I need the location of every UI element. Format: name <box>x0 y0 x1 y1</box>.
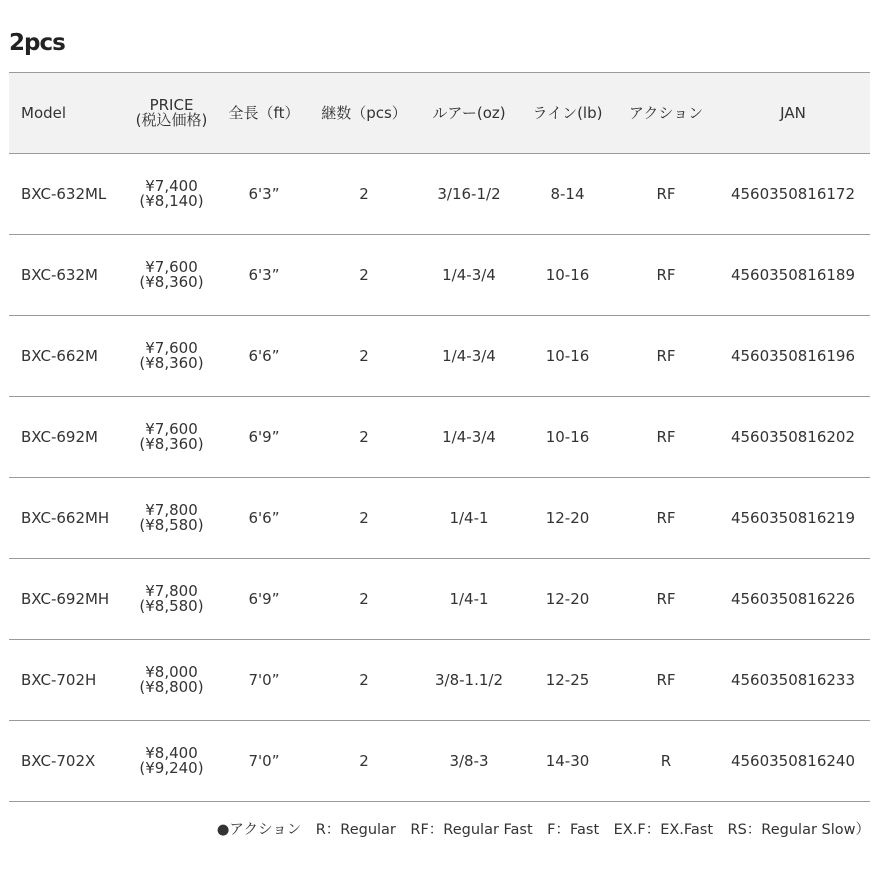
cell-action: RF <box>616 640 716 721</box>
cell-price-value: ¥7,600 <box>145 420 198 438</box>
cell-model: BXC-702X <box>9 721 124 802</box>
table-row <box>9 640 870 721</box>
cell-pieces: 2 <box>309 154 419 235</box>
cell-price-tax: (¥8,360) <box>139 435 204 453</box>
cell-jan: 4560350816202 <box>716 397 870 478</box>
cell-action: RF <box>616 559 716 640</box>
cell-price-tax: (¥8,800) <box>139 678 204 696</box>
cell-line: 10-16 <box>519 235 616 316</box>
cell-model: BXC-632ML <box>9 154 124 235</box>
cell-price-value: ¥7,600 <box>145 258 198 276</box>
cell-price-tax: (¥8,580) <box>139 516 204 534</box>
page-title: 2pcs <box>9 30 65 56</box>
column-header-lure: ルアー(oz) <box>419 73 519 154</box>
cell-length: 6'6” <box>219 478 309 559</box>
cell-pieces: 2 <box>309 235 419 316</box>
cell-action: RF <box>616 397 716 478</box>
cell-jan: 4560350816196 <box>716 316 870 397</box>
cell-jan: 4560350816240 <box>716 721 870 802</box>
cell-price <box>124 559 219 640</box>
table-row <box>9 397 870 478</box>
cell-action: R <box>616 721 716 802</box>
cell-price-value: ¥7,800 <box>145 582 198 600</box>
cell-line: 12-25 <box>519 640 616 721</box>
cell-price-tax: (¥8,360) <box>139 273 204 291</box>
column-header-line: ライン(lb) <box>519 73 616 154</box>
table-row <box>9 478 870 559</box>
column-header-price-sub: (税込価格) <box>135 111 208 129</box>
cell-jan: 4560350816233 <box>716 640 870 721</box>
cell-model: BXC-632M <box>9 235 124 316</box>
cell-price <box>124 640 219 721</box>
cell-lure: 3/8-3 <box>419 721 519 802</box>
cell-price-value: ¥8,000 <box>145 663 198 681</box>
cell-length: 6'9” <box>219 397 309 478</box>
cell-jan: 4560350816172 <box>716 154 870 235</box>
cell-line: 12-20 <box>519 559 616 640</box>
cell-model: BXC-702H <box>9 640 124 721</box>
action-legend: ●アクション R：Regular RF：Regular Fast F：Fast EX.F：EX.Fast RS：Regular Slow） <box>216 822 870 838</box>
table-row <box>9 235 870 316</box>
cell-lure: 3/16-1/2 <box>419 154 519 235</box>
cell-action: RF <box>616 316 716 397</box>
column-header-length: 全長（ft） <box>219 73 309 154</box>
cell-length: 6'9” <box>219 559 309 640</box>
cell-price <box>124 397 219 478</box>
cell-length: 6'6” <box>219 316 309 397</box>
cell-length: 7'0” <box>219 640 309 721</box>
cell-price <box>124 235 219 316</box>
cell-jan: 4560350816226 <box>716 559 870 640</box>
cell-length: 7'0” <box>219 721 309 802</box>
cell-line: 14-30 <box>519 721 616 802</box>
cell-price-value: ¥7,600 <box>145 339 198 357</box>
cell-action: RF <box>616 154 716 235</box>
column-header-price-label: PRICE <box>149 96 194 114</box>
cell-line: 10-16 <box>519 397 616 478</box>
cell-price <box>124 316 219 397</box>
column-header-pieces: 継数（pcs） <box>309 73 419 154</box>
cell-lure: 1/4-3/4 <box>419 316 519 397</box>
column-header-price <box>124 73 219 154</box>
column-header-model: Model <box>9 73 124 154</box>
table-row <box>9 154 870 235</box>
cell-lure: 3/8-1.1/2 <box>419 640 519 721</box>
column-header-jan: JAN <box>716 73 870 154</box>
cell-line: 10-16 <box>519 316 616 397</box>
cell-price <box>124 721 219 802</box>
cell-lure: 1/4-1 <box>419 559 519 640</box>
cell-pieces: 2 <box>309 316 419 397</box>
cell-jan: 4560350816189 <box>716 235 870 316</box>
cell-pieces: 2 <box>309 640 419 721</box>
cell-pieces: 2 <box>309 397 419 478</box>
cell-price-tax: (¥8,580) <box>139 597 204 615</box>
cell-model: BXC-692MH <box>9 559 124 640</box>
spec-table <box>9 72 870 802</box>
cell-action: RF <box>616 478 716 559</box>
cell-price-tax: (¥8,140) <box>139 192 204 210</box>
cell-price-value: ¥7,400 <box>145 177 198 195</box>
cell-lure: 1/4-3/4 <box>419 235 519 316</box>
table-header-row <box>9 73 870 154</box>
cell-line: 12-20 <box>519 478 616 559</box>
cell-price <box>124 478 219 559</box>
cell-price-value: ¥7,800 <box>145 501 198 519</box>
cell-model: BXC-692M <box>9 397 124 478</box>
cell-pieces: 2 <box>309 721 419 802</box>
cell-price-tax: (¥9,240) <box>139 759 204 777</box>
cell-jan: 4560350816219 <box>716 478 870 559</box>
table-row <box>9 559 870 640</box>
cell-model: BXC-662M <box>9 316 124 397</box>
cell-price <box>124 154 219 235</box>
table-row <box>9 721 870 802</box>
cell-price-value: ¥8,400 <box>145 744 198 762</box>
cell-pieces: 2 <box>309 559 419 640</box>
cell-lure: 1/4-1 <box>419 478 519 559</box>
cell-lure: 1/4-3/4 <box>419 397 519 478</box>
cell-pieces: 2 <box>309 478 419 559</box>
column-header-action: アクション <box>616 73 716 154</box>
cell-line: 8-14 <box>519 154 616 235</box>
cell-model: BXC-662MH <box>9 478 124 559</box>
table-row <box>9 316 870 397</box>
cell-action: RF <box>616 235 716 316</box>
cell-length: 6'3” <box>219 154 309 235</box>
cell-price-tax: (¥8,360) <box>139 354 204 372</box>
cell-length: 6'3” <box>219 235 309 316</box>
